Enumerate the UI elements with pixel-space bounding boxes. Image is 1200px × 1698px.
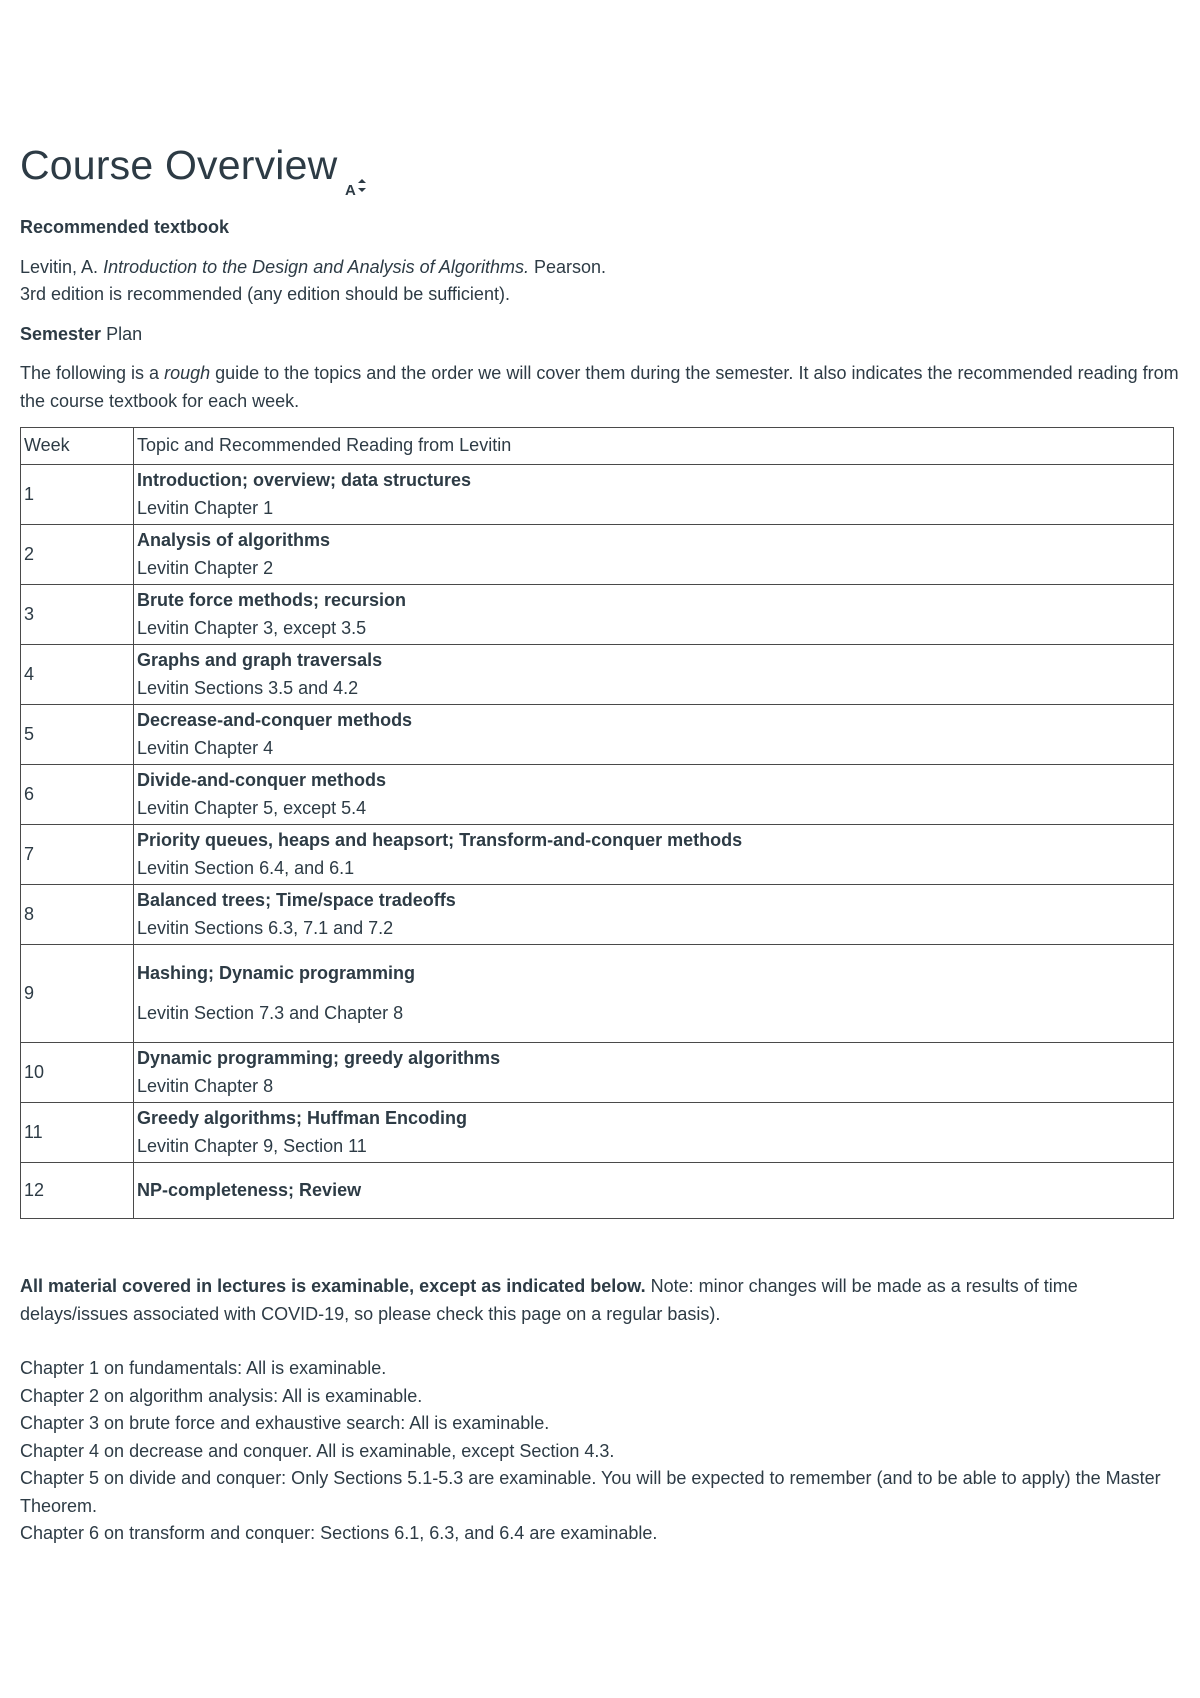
semester-plan-heading-rest: Plan (101, 323, 143, 344)
table-row (21, 825, 1174, 885)
svg-text:A: A (345, 182, 357, 199)
week-cell: 7 (21, 825, 134, 885)
intro-text-start: The following is a (20, 363, 165, 383)
topic-title: Graphs and graph traversals (137, 650, 383, 670)
recommended-reading: Levitin Chapter 9, Section 11 (137, 1135, 367, 1156)
topic-cell (134, 705, 1174, 765)
recommended-reading: Levitin Section 7.3 and Chapter 8 (137, 1002, 404, 1023)
topic-cell (134, 885, 1174, 945)
topic-title: Balanced trees; Time/space tradeoffs (137, 890, 456, 910)
textbook-heading: Recommended textbook (20, 217, 230, 237)
week-cell: 12 (21, 1163, 134, 1219)
topic-title: NP-completeness; Review (137, 1179, 362, 1200)
schedule-table (20, 427, 1174, 1219)
course-overview-page (20, 138, 1180, 1548)
recommended-reading: Levitin Sections 6.3, 7.1 and 7.2 (137, 917, 394, 938)
table-row (21, 645, 1174, 705)
semester-plan-heading-bold: Semester (20, 323, 102, 344)
topic-cell (134, 945, 1174, 1043)
examinable-chapter-item: Chapter 5 on divide and conquer: Only Sections 5.1-5.3 are examinable. You will be expected to remember (and to be able to apply) the Master Theorem. (20, 1468, 1161, 1516)
topic-title: Priority queues, heaps and heapsort; Transform-and-conquer methods (137, 830, 743, 850)
intro-text-emphasis: rough (164, 363, 211, 383)
table-row (21, 585, 1174, 645)
table-row (21, 525, 1174, 585)
topic-title: Introduction; overview; data structures (137, 470, 472, 490)
recommended-reading: Levitin Chapter 4 (137, 737, 274, 758)
intro-text-end: guide to the topics and the order we will cover them during the semester. It also indicates the recommended reading from the course textbook for each week. (20, 363, 1179, 411)
textbook-publisher: Pearson. (528, 256, 607, 277)
week-cell: 11 (21, 1103, 134, 1163)
topic-cell (134, 765, 1174, 825)
week-cell: 8 (21, 885, 134, 945)
semester-plan-heading (20, 321, 1180, 349)
table-row (21, 885, 1174, 945)
textbook-citation (20, 254, 1180, 309)
header-week: Week (21, 428, 134, 465)
topic-title: Greedy algorithms; Huffman Encoding (137, 1108, 468, 1128)
topic-cell (134, 465, 1174, 525)
week-cell: 6 (21, 765, 134, 825)
week-cell: 1 (21, 465, 134, 525)
examinable-chapter-item: Chapter 4 on decrease and conquer. All is examinable, except Section 4.3. (20, 1440, 615, 1461)
recommended-reading: Levitin Chapter 8 (137, 1075, 274, 1096)
table-row (21, 1163, 1174, 1219)
page-title-text: Course Overview (20, 142, 338, 188)
table-row (21, 1043, 1174, 1103)
week-cell: 2 (21, 525, 134, 585)
text-size-icon[interactable] (345, 158, 371, 199)
topic-title: Hashing; Dynamic programming (137, 963, 416, 983)
textbook-author: Levitin, A. (20, 256, 104, 277)
topic-title: Analysis of algorithms (137, 530, 331, 550)
week-cell: 5 (21, 705, 134, 765)
topic-title: Decrease-and-conquer methods (137, 710, 413, 730)
table-row (21, 945, 1174, 1043)
topic-cell (134, 645, 1174, 705)
table-header-row (21, 428, 1174, 465)
recommended-reading: Levitin Section 6.4, and 6.1 (137, 857, 355, 878)
examinable-chapters-list (20, 1355, 1180, 1548)
table-row (21, 765, 1174, 825)
examinable-chapter-item: Chapter 6 on transform and conquer: Sections 6.1, 6.3, and 6.4 are examinable. (20, 1523, 658, 1543)
week-cell: 10 (21, 1043, 134, 1103)
topic-cell (134, 1103, 1174, 1163)
week-cell: 4 (21, 645, 134, 705)
table-row (21, 1103, 1174, 1163)
header-topic: Topic and Recommended Reading from Levitin (134, 428, 1174, 465)
topic-cell (134, 825, 1174, 885)
textbook-title: Introduction to the Design and Analysis of Algorithms. (103, 256, 529, 277)
table-row (21, 465, 1174, 525)
topic-cell (134, 1163, 1174, 1219)
topic-title: Divide-and-conquer methods (137, 770, 387, 790)
recommended-reading: Levitin Chapter 3, except 3.5 (137, 617, 367, 638)
topic-title: Dynamic programming; greedy algorithms (137, 1048, 501, 1068)
topic-cell (134, 585, 1174, 645)
week-cell: 9 (21, 945, 134, 1043)
examinable-chapter-item: Chapter 3 on brute force and exhaustive search: All is examinable. (20, 1413, 550, 1433)
table-row (21, 705, 1174, 765)
examinable-note-bold: All material covered in lectures is examinable, except as indicated below. (20, 1276, 646, 1296)
textbook-edition-note: 3rd edition is recommended (any edition should be sufficient). (20, 284, 510, 304)
examinable-chapter-item: Chapter 2 on algorithm analysis: All is examinable. (20, 1385, 423, 1406)
semester-plan-intro (20, 360, 1180, 415)
recommended-reading: Levitin Chapter 5, except 5.4 (137, 797, 367, 818)
recommended-reading: Levitin Chapter 1 (137, 497, 274, 518)
recommended-reading: Levitin Chapter 2 (137, 557, 274, 578)
recommended-reading: Levitin Sections 3.5 and 4.2 (137, 677, 359, 698)
week-cell: 3 (21, 585, 134, 645)
examinable-note (20, 1273, 1180, 1328)
topic-cell (134, 1043, 1174, 1103)
topic-title: Brute force methods; recursion (137, 590, 407, 610)
topic-cell (134, 525, 1174, 585)
page-title (20, 138, 1180, 199)
examinable-note-rest: Note: minor changes will be made as a results of time delays/issues associated with COVID-19, so please check this page on a regular basis). (20, 1276, 1078, 1324)
examinable-chapter-item: Chapter 1 on fundamentals: All is examinable. (20, 1358, 387, 1378)
